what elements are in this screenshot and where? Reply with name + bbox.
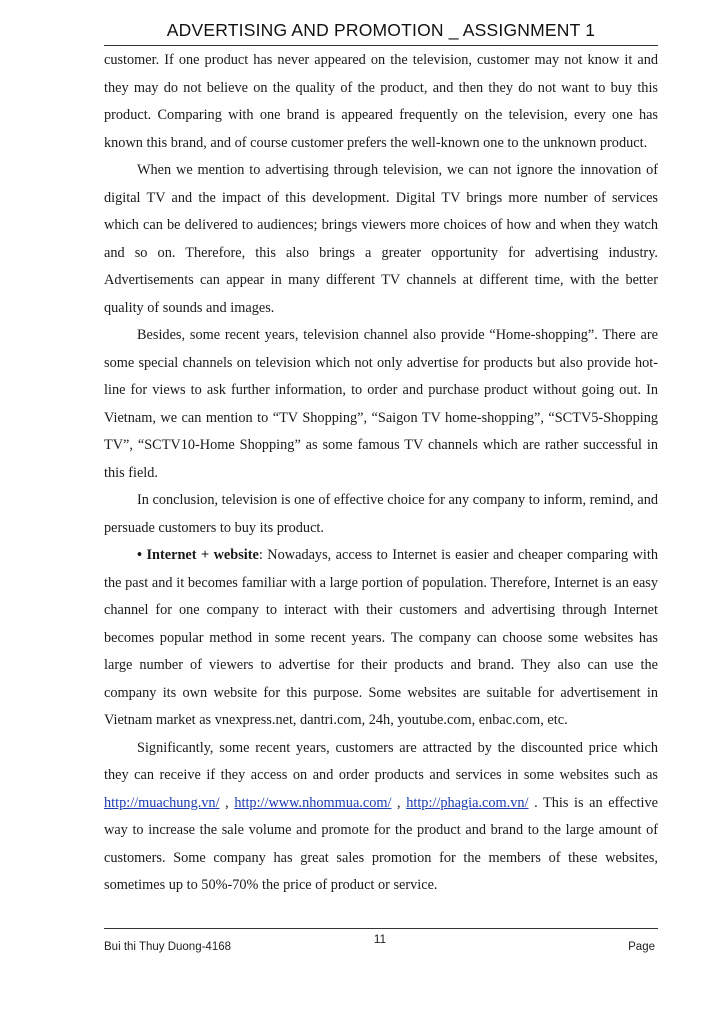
paragraph-5 — [104, 542, 658, 735]
link-nhommua[interactable]: http://www.nhommua.com/ — [234, 794, 392, 811]
separator-2: , — [397, 794, 401, 811]
paragraph-6-text-2: . This is an effective way to increase the sale volume and promote for the product and brand to the large amount of customers. Some company has great sales promotion for the members of these websites, sometimes up to 50%-70% the price of product or service. — [104, 794, 658, 893]
paragraph-4: In conclusion, television is one of effective choice for any company to inform, remind, and persuade customers to buy its product. — [104, 492, 658, 536]
bullet-icon: • — [137, 547, 143, 563]
footer-page-label: Page — [628, 941, 655, 953]
link-muachung[interactable]: http://muachung.vn/ — [104, 794, 220, 811]
paragraph-3: Besides, some recent years, television channel also provide “Home-shopping”. There are some special channels on television which not only advertise for products but also provide hot-line for views to ask further information, to order and purchase product without going out. In Vietnam, we can mention to “TV Shopping”, “Saigon TV home-shopping”, “SCTV5-Shopping TV”, “SCTV10-Home Shopping” as some famous TV channels which are rather successful in this field. — [104, 327, 658, 481]
paragraph-5-text: : Nowadays, access to Internet is easier and cheaper comparing with the past and it becomes familiar with a large portion of population. Therefore, Internet is an easy channel for one company to interact with their customers and advertising through Internet becomes popular method in some recent years. The company can choose some websites has large number of viewers to advertise for their products and brand. They also can use the company its own website for this purpose. Some websites are suitable for advertisement in Vietnam market as vnexpress.net, dantri.com, 24h, youtube.com, enbac.com, etc. — [104, 547, 658, 728]
link-phagia[interactable]: http://phagia.com.vn/ — [406, 794, 529, 811]
paragraph-2: When we mention to advertising through television, we can not ignore the innovation of digital TV and the impact of this development. Digital TV brings more number of services which can be delivered to audiences; brings viewers more choices of how and when they watch and so on. Therefore, this also brings a greater opportunity for advertising industry. Advertisements can appear in many different TV channels at different time, with the better quality of sounds and images. — [104, 162, 658, 316]
footer-author: Bui thi Thuy Duong-4168 — [104, 941, 232, 953]
page-header-title: ADVERTISING AND PROMOTION _ ASSIGNMENT 1 — [166, 20, 596, 40]
paragraph-6-text-1: Significantly, some recent years, customers are attracted by the discounted price which they can receive if they access on and order products and services in some websites such as — [104, 739, 658, 783]
paragraph-1: customer. If one product has never appeared on the television, customer may not know it and they may do not believe on the quality of the product, and then they do not want to buy this product. Comparing with one brand is appeared frequently on the television, every one has known this brand, and of course customer prefers the well-known one to the unknown product. — [104, 52, 658, 151]
header-divider — [104, 45, 658, 46]
footer-divider — [104, 928, 658, 929]
body-text — [104, 47, 658, 900]
paragraph-6 — [104, 735, 658, 900]
bold-heading-internet-website: Internet + website — [146, 547, 259, 563]
separator-1: , — [225, 794, 229, 811]
page-number: 11 — [373, 932, 387, 946]
